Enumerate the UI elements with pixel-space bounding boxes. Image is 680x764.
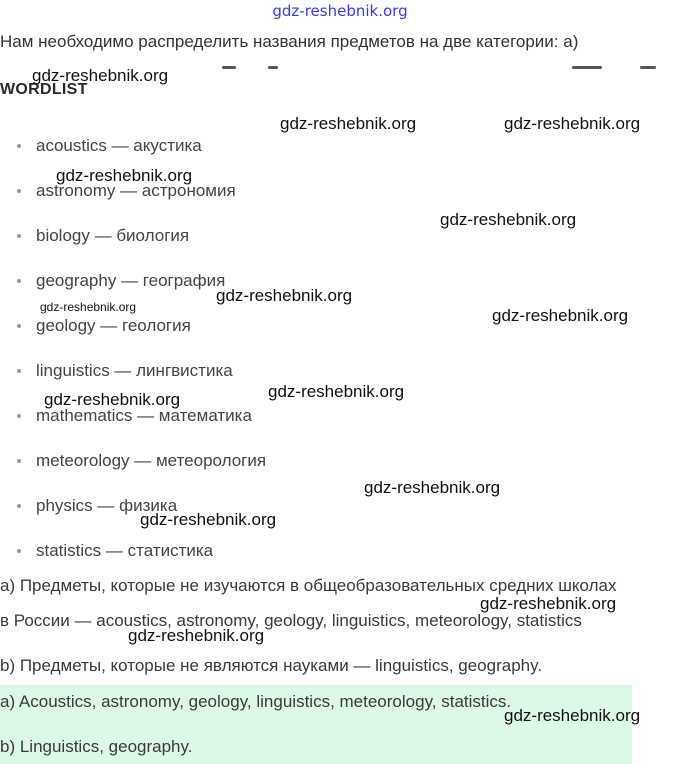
answer-a: a) Acoustics, astronomy, geology, linguistics, meteorology, statistics. — [0, 692, 512, 711]
watermark: gdz-reshebnik.org — [504, 706, 641, 725]
watermark: gdz-reshebnik.org — [492, 306, 629, 325]
watermark: gdz-reshebnik.org — [140, 510, 277, 529]
watermark: gdz-reshebnik.org — [128, 626, 265, 645]
watermark: gdz-reshebnik.org — [268, 382, 405, 401]
site-header-link[interactable]: gdz-reshebnik.org — [272, 2, 408, 20]
watermark: gdz-reshebnik.org — [216, 286, 353, 305]
watermark: gdz-reshebnik.org — [480, 594, 617, 613]
watermark: gdz-reshebnik.org — [56, 166, 193, 185]
list-item: astronomy — астрономия — [16, 179, 266, 224]
watermark: gdz-reshebnik.org — [40, 300, 137, 314]
hidden-text-fragment — [268, 66, 278, 69]
wordlist-heading: WORDLIST — [0, 81, 88, 98]
list-item: geography — география — [16, 269, 266, 314]
explanation-a-line1: a) Предметы, которые не изучаются в общеобразовательных средних школах — [0, 576, 617, 595]
list-item: mathematics — математика — [16, 404, 266, 449]
list-item: biology — биология — [16, 224, 266, 269]
explanation-a-line2: в России — acoustics, astronomy, geology, linguistics, meteorology, statistics — [0, 611, 582, 630]
list-item: geology — геология — [16, 314, 266, 359]
explanation-b: b) Предметы, которые не являются науками — linguistics, geography. — [0, 656, 543, 675]
hidden-text-fragment — [222, 66, 236, 69]
list-item: linguistics — лингвистика — [16, 359, 266, 404]
watermark: gdz-reshebnik.org — [280, 114, 417, 133]
watermark: gdz-reshebnik.org — [504, 114, 641, 133]
list-item: meteorology — метеорология — [16, 449, 266, 494]
intro-text: Нам необходимо распределить названия предметов на две категории: а) — [0, 32, 579, 51]
list-item: statistics — статистика — [16, 539, 266, 584]
watermark: gdz-reshebnik.org — [44, 390, 181, 409]
watermark: gdz-reshebnik.org — [32, 66, 169, 85]
hidden-text-fragment — [640, 66, 656, 69]
list-item: acoustics — акустика — [16, 134, 266, 179]
watermark: gdz-reshebnik.org — [364, 478, 501, 497]
answer-b: b) Linguistics, geography. — [0, 737, 193, 756]
watermark: gdz-reshebnik.org — [440, 210, 577, 229]
list-item: physics — физика — [16, 494, 266, 539]
hidden-text-fragment — [572, 66, 602, 69]
